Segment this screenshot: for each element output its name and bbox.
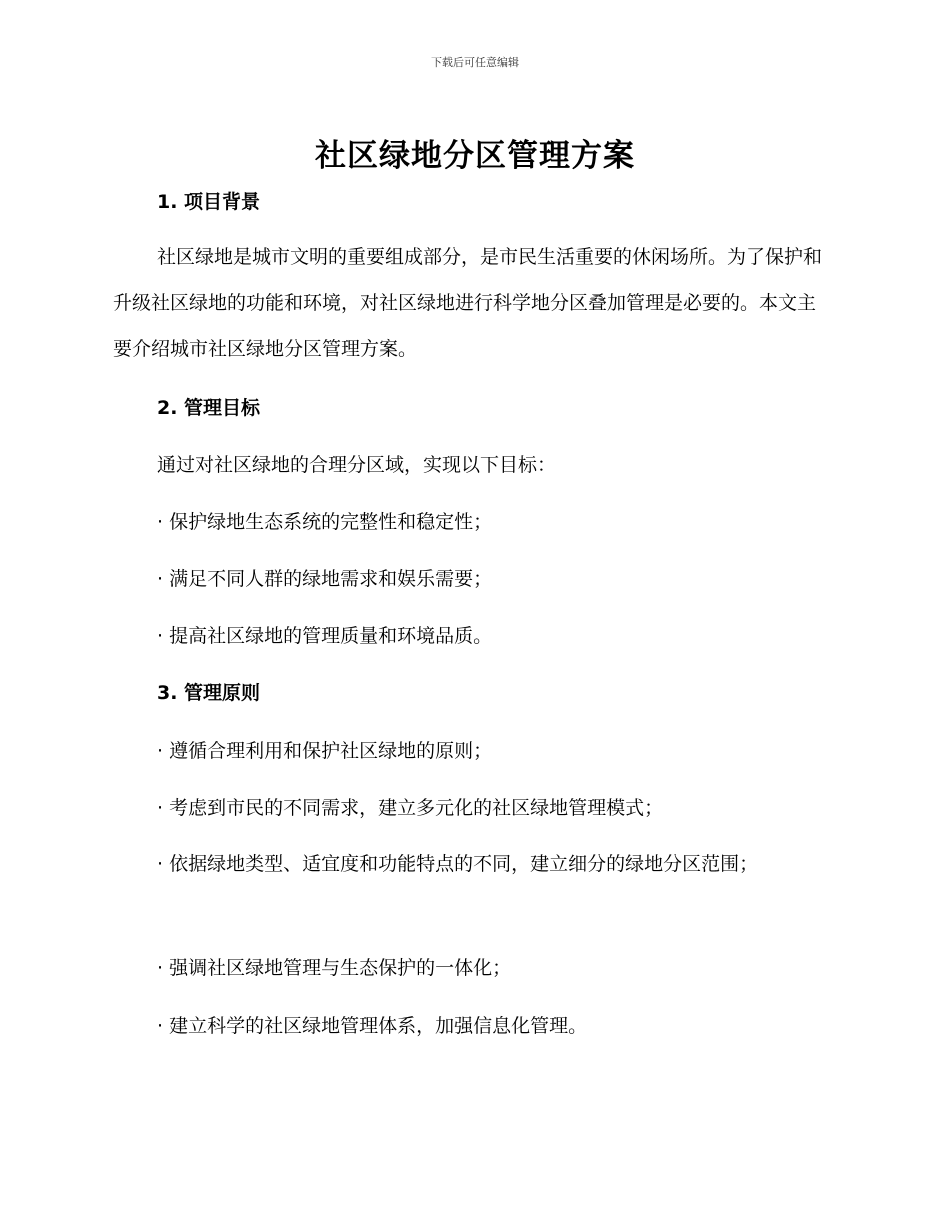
principle-item: · 强调社区绿地管理与生态保护的一体化； bbox=[157, 957, 512, 979]
header-note: 下载后可任意编辑 bbox=[431, 56, 519, 69]
section-heading-principles: 3. 管理原则 bbox=[157, 682, 261, 704]
goals-intro: 通过对社区绿地的合理分区域，实现以下目标： bbox=[157, 454, 557, 476]
paragraph-background: 社区绿地是城市文明的重要组成部分，是市民生活重要的休闲场所。为了保护和升级社区绿地的功能和环境，对社区绿地进行科学地分区叠加管理是必要的。本文主要介绍城市社区绿地分区管理方案。 bbox=[113, 246, 823, 360]
principle-item: · 建立科学的社区绿地管理体系，加强信息化管理。 bbox=[157, 1015, 588, 1037]
principle-item: · 考虑到市民的不同需求，建立多元化的社区绿地管理模式； bbox=[157, 797, 664, 819]
goal-item: · 提高社区绿地的管理质量和环境品质。 bbox=[157, 625, 493, 647]
goal-item: · 保护绿地生态系统的完整性和稳定性； bbox=[157, 511, 493, 533]
goal-item: · 满足不同人群的绿地需求和娱乐需要； bbox=[157, 568, 493, 590]
section-heading-goals: 2. 管理目标 bbox=[157, 397, 261, 419]
section-heading-background: 1. 项目背景 bbox=[157, 191, 261, 213]
principle-item: · 遵循合理利用和保护社区绿地的原则； bbox=[157, 740, 493, 762]
principle-item: · 依据绿地类型、适宜度和功能特点的不同，建立细分的绿地分区范围； bbox=[157, 853, 759, 875]
document-title: 社区绿地分区管理方案 bbox=[315, 138, 635, 174]
